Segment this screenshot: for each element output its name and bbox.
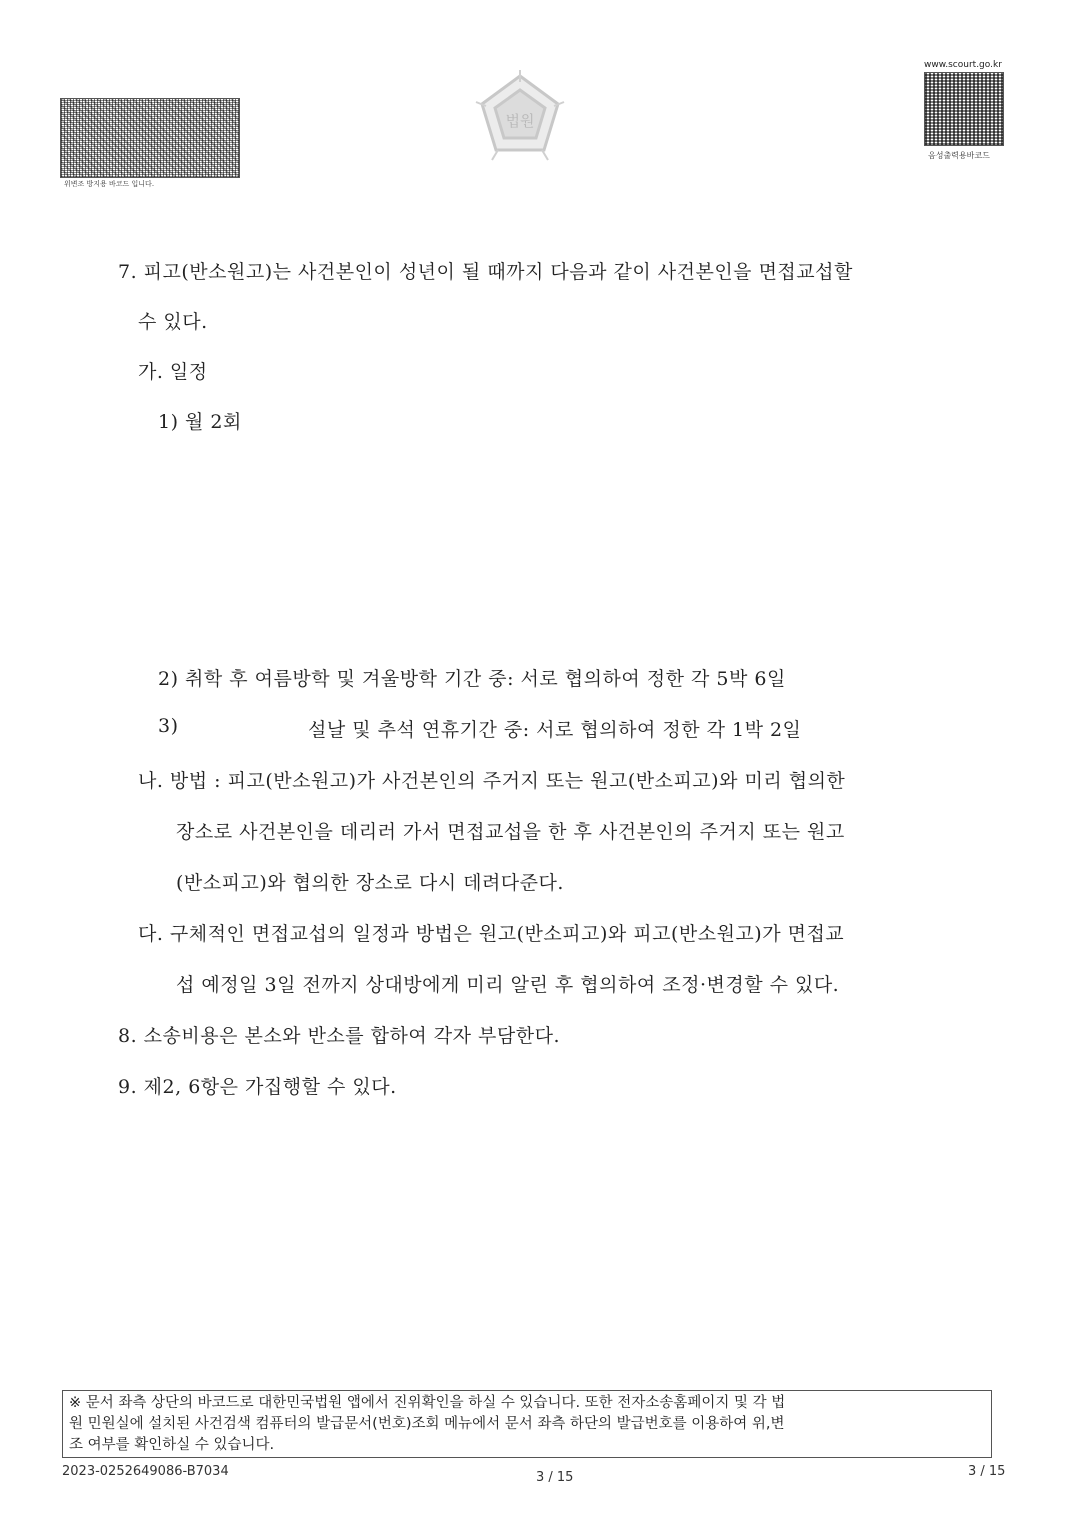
notice-line-2: 원 민원실에 설치된 사건검색 컴퓨터의 발급문서(번호)조회 메뉴에서 문서 좌측 하단의 발급번호를 이용하여 위,변 [69,1416,785,1432]
verification-notice [62,1390,992,1458]
page-number-center: 3 / 15 [536,1470,574,1485]
anti-forgery-barcode [60,98,240,178]
item-7-ga-heading: 가. 일정 [138,361,208,383]
barcode-caption-voice: 음성출력용바코드 [928,151,990,160]
schedule-item-3-number: 3) [158,715,179,737]
item-7-da-line-2: 섭 예정일 3일 전까지 상대방에게 미리 알린 후 협의하여 조정·변경할 수 있다. [176,974,840,996]
document-number: 2023-0252649086-B7034 [62,1464,229,1479]
notice-line-1: ※ 문서 좌측 상단의 바코드로 대한민국법원 앱에서 진위확인을 하실 수 있습니다. 또한 전자소송홈페이지 및 각 법 [69,1395,786,1411]
item-7-na-line-1: 나. 방법 : 피고(반소원고)가 사건본인의 주거지 또는 원고(반소피고)와 미리 협의한 [138,770,846,792]
item-7-line-2: 수 있다. [138,311,208,333]
item-8: 8. 소송비용은 본소와 반소를 합하여 각자 부담한다. [118,1025,560,1047]
page-number-right: 3 / 15 [968,1464,1006,1479]
schedule-item-3-text: 설날 및 추석 연휴기간 중: 서로 협의하여 정한 각 1박 2일 [308,719,802,741]
item-7-line-1: 7. 피고(반소원고)는 사건본인이 성년이 될 때까지 다음과 같이 사건본인을 면접교섭할 [118,261,853,283]
item-7-na-line-2: 장소로 사건본인을 데리러 가서 면접교섭을 한 후 사건본인의 주거지 또는 원고 [176,821,845,843]
court-seal-icon [470,68,570,168]
item-7-da-line-1: 다. 구체적인 면접교섭의 일정과 방법은 원고(반소피고)와 피고(반소원고)가 면접교 [138,923,845,945]
item-9: 9. 제2, 6항은 가집행할 수 있다. [118,1076,397,1098]
barcode-caption: 위변조 방지용 바코드 입니다. [64,180,155,188]
schedule-item-2: 2) 취학 후 여름방학 및 겨울방학 기간 중: 서로 협의하여 정한 각 5박 6일 [158,668,786,690]
item-7-na-line-3: (반소피고)와 협의한 장소로 다시 데려다준다. [176,872,564,894]
scourt-url: www.scourt.go.kr [924,60,1002,70]
voice-output-barcode [924,72,1004,146]
notice-line-3: 조 여부를 확인하실 수 있습니다. [69,1437,275,1453]
schedule-item-1: 1) 월 2회 [158,411,242,433]
seal-text: 법원 [505,112,535,130]
